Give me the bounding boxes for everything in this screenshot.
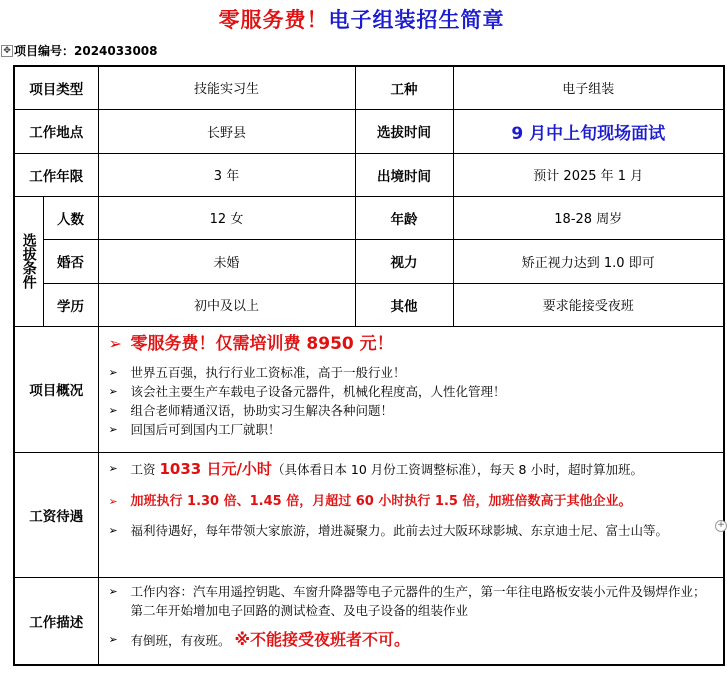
row-salary [14,452,724,577]
overview-item: ➢ 该会社主要生产车载电子设备元器件，机械化程度高，人性化管理！ [108,383,506,399]
row-marital [14,239,724,283]
selection-time-value: 9 月中上旬现场面试 [453,109,724,153]
project-type-label: 项目类型 [14,66,98,109]
job-label: 工种 [355,66,453,109]
salary-overtime: ➢ 加班执行 1.30 倍、1.45 倍，月超过 60 小时执行 1.5 倍，加班倍数高于其他企业。 [108,493,632,509]
years-value: 3 年 [98,153,355,196]
page-title [0,4,723,34]
marital-value: 未婚 [98,239,355,283]
add-row-plus-icon[interactable]: + [715,520,727,532]
overview-item: ➢ 组合老师精通汉语，协助实习生解决各种问题！ [108,402,394,418]
departure-label: 出境时间 [355,153,453,196]
salary-wage: ➢ 工资 1033 日元/小时（具体看日本 10 月份工资调整标准），每天 8 小时，超时算加班。 [105,457,718,482]
location-value: 长野县 [98,109,355,153]
arrow-bullet-icon: ➢ [108,422,118,436]
overview-content [98,326,724,452]
departure-value: 预计 2025 年 1 月 [453,153,724,196]
salary-content [98,452,724,577]
row-overview [14,326,724,452]
other-label: 其他 [355,283,453,326]
row-project-type [14,66,724,109]
arrow-bullet-icon: ➢ [108,461,118,475]
job-desc-content [98,577,724,665]
row-job-desc [14,577,724,665]
conditions-group-label: 选拔条件 [20,233,37,289]
table-move-handle-icon[interactable]: ✥ [1,45,13,57]
arrow-bullet-icon: ➢ [108,523,118,537]
job-value: 电子组装 [453,66,724,109]
wage-amount: 1033 日元/小时 [159,459,272,478]
age-value: 18-28 周岁 [453,196,724,239]
overview-item: ➢ 回国后可到国内工厂就职！ [108,421,281,437]
recruitment-table [13,65,725,666]
arrow-bullet-icon: ➢ [108,403,118,417]
overview-item: ➢ 世界五百强，执行行业工资标准，高于一般行业！ [108,364,406,380]
job-desc-text: ➢ 工作内容：汽车用遥控钥匙、车窗升降器等电子元器件的生产，第一年往电路板安装小元件及锡焊作业；第二年开始增加电子回路的测试检查、及电子设备的组装作业 [108,583,706,618]
edu-label: 学历 [43,283,98,326]
title-part-blue: 电子组装招生简章 [328,8,505,32]
arrow-bullet-icon: ➢ [108,384,118,398]
years-label: 工作年限 [14,153,98,196]
shift-notice: ※不能接受夜班者不可。 [234,629,411,649]
salary-label: 工资待遇 [14,452,98,577]
row-count [14,196,724,239]
other-value: 要求能接受夜班 [453,283,724,326]
vision-label: 视力 [355,239,453,283]
arrow-bullet-icon: ➢ [108,494,118,508]
count-value: 12 女 [98,196,355,239]
job-desc-label: 工作描述 [14,577,98,665]
age-label: 年龄 [355,196,453,239]
edu-value: 初中及以上 [98,283,355,326]
row-education [14,283,724,326]
job-desc-shift: ➢ 有倒班，有夜班。 ※不能接受夜班者不可。 [108,629,411,649]
row-years [14,153,724,196]
marital-label: 婚否 [43,239,98,283]
overview-label: 项目概况 [14,326,98,452]
conditions-group-cell [14,196,43,326]
overview-headline: ➢ 零服务费！仅需培训费 8950 元！ [105,331,718,357]
salary-welfare: ➢ 福利待遇好，每年带领大家旅游，增进凝聚力。此前去过大阪环球影城、东京迪士尼、富士山等。 [108,522,669,538]
row-location [14,109,724,153]
title-part-red: 零服务费！ [218,8,329,32]
arrow-bullet-icon: ➢ [108,365,118,379]
arrow-bullet-icon: ➢ [108,584,118,598]
vision-value: 矫正视力达到 1.0 即可 [453,239,724,283]
project-number: 项目编号：2024033008 [14,44,158,58]
count-label: 人数 [43,196,98,239]
arrow-bullet-icon: ➢ [108,333,122,353]
selection-time-label: 选拔时间 [355,109,453,153]
arrow-bullet-icon: ➢ [108,632,118,646]
project-type-value: 技能实习生 [98,66,355,109]
location-label: 工作地点 [14,109,98,153]
